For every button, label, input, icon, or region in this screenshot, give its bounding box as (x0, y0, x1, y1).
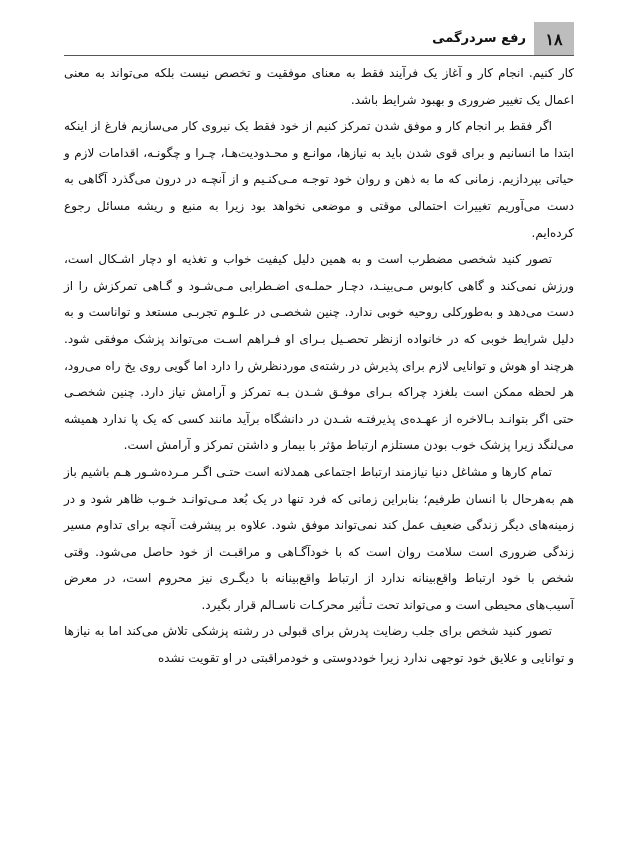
header-divider (64, 55, 574, 56)
paragraph: تصور کنید شخصی مضطرب است و به همین دلیل کیفیت خواب و تغذیه او دچار اشـکال است، ورزش نمی‌کند و گاهی کابوس مـی‌بینـد، دچـار حملـه‌ی اضـطرابی مـی‌شـود و گـاهی تمرکزش را از دست می‌دهد و به‌طورکلی روحیه خوبی ندارد. چنین شخصـی در علـوم تجربـی مستعد و تواناست و به دلیل شرایط خوبی که در خانواده ازنظر تحصـیل بـرای او فـراهم اسـت می‌تواند پزشک موفقی شود. هرچند او هوش و توانایی لازم برای پذیرش در رشته‌ی موردنظرش را دارد اما گویی روی یخ راه می‌رود، هر لحظه ممکن است بلغزد چراکه بـرای موفـق شـدن بـه تمرکز و آرامش نیاز دارد. چنین شخصـی حتی اگر بتوانـد بـالاخره از عهـده‌ی پذیرفتـه شـدن در دانشگاه برآید مانند کسی که یک پا ندارد همیشه می‌لنگد زیرا پزشک خوب بودن مستلزم ارتباط مؤثر با بیمار و داشتن تمرکز و آرامش است. (64, 252, 574, 453)
paragraph: تصور کنید شخص برای جلب رضایت پدرش برای قبولی در رشته پزشکی تلاش می‌کند اما به نیازها و توانایی و علایق خود توجهی ندارد زیرا خوددوستی و خودمراقبتی در او تقویت نشده (64, 624, 574, 666)
paragraph: اگر فقط بر انجام کار و موفق شدن تمرکز کنیم از خود فقط یک نیروی کار می‌سازیم فارغ از اینکه ابتدا ما انسانیم و برای قوی شدن باید به نیازها، موانـع و محـدودیت‌هـا، چـرا و چگونـه، اقدامات لازم و حیاتی بپردازیم. زمانی که ما به ذهن و روان خود توجـه مـی‌کنـیم و از آنچـه در درون می‌گذرد آگاهی به دست می‌آوریم تغییرات احتمالی موقتی و موضعی نخواهد بود زیرا به منبع و ریشه مسائل رجوع کرده‌ایم. (64, 119, 574, 240)
page-header (64, 22, 574, 56)
body-text (64, 60, 574, 672)
paragraph-continuation: کار کنیم. انجام کار و آغاز یک فرآیند فقط به معنای موفقیت و تخصص نیست بلکه می‌تواند به معنی اعمال یک تغییر ضروری و بهبود شرایط باشد. (64, 66, 574, 107)
page-number: ۱۸ (534, 22, 574, 56)
paragraph: تمام کارها و مشاغل دنیا نیازمند ارتباط اجتماعی همدلانه است حتـی اگـر مـرده‌شـور هـم باشیم باز هم به‌هرحال با انسان طرفیم؛ بنابراین زمانی که فرد تنها در یک بُعد مـی‌توانـد خـوب ظاهر شود و در زمینه‌های دیگر زندگی ضعیف عمل کند نمی‌تواند موفق شود. علاوه بر پیشرفت آنچه برای تداوم مسیر زندگی ضروری است سلامت روان است که با خودآگـاهی و مراقبـت از خود حاصل می‌شود. وقتی شخص با خود ارتباط واقع‌بینانه ندارد از ارتباط واقع‌بینانه با دیگـری نیز محروم است، در معرض آسیب‌های محیطی است و می‌تواند تحت تـأثیر محرکـات ناسـالم قرار بگیرد. (64, 464, 574, 612)
running-title: رفع سردرگمی (432, 31, 526, 46)
